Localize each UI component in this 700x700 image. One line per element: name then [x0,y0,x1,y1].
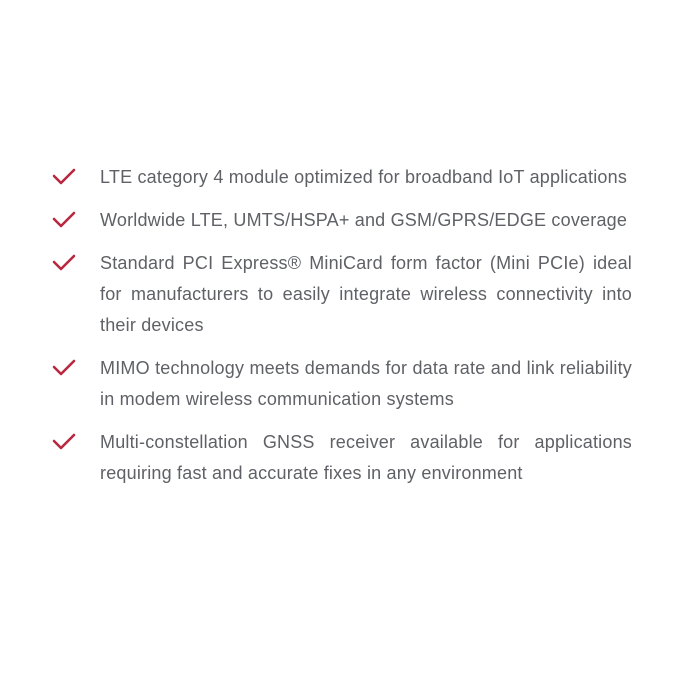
feature-list [48,162,632,501]
feature-item [48,205,632,236]
checkmark-icon [52,359,76,377]
feature-item [48,427,632,489]
checkmark-icon [52,211,76,229]
feature-item [48,248,632,341]
checkmark-icon [52,254,76,272]
checkmark-icon [52,168,76,186]
feature-text: MIMO technology meets demands for data rate and link reliability in modem wireless communication systems [100,358,632,409]
feature-text: LTE category 4 module optimized for broadband IoT applications [100,167,628,187]
feature-text: Multi-constellation GNSS receiver available for applications requiring fast and accurate fixes in any environment [100,432,632,483]
feature-text: Worldwide LTE, UMTS/HSPA+ and GSM/GPRS/EDGE coverage [100,210,628,230]
checkmark-icon [52,433,76,451]
feature-item [48,162,632,193]
feature-text: Standard PCI Express® MiniCard form factor (Mini PCIe) ideal for manufacturers to easily integrate wireless connectivity into their devices [100,253,632,335]
feature-item [48,353,632,415]
